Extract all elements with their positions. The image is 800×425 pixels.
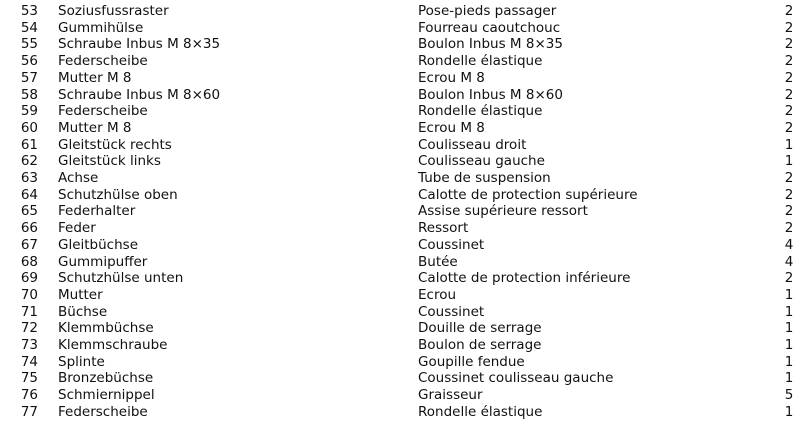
part-quantity: 2 [784, 19, 794, 36]
part-number: 56 [20, 53, 38, 70]
part-name-french: Coulisseau droit [418, 136, 527, 153]
part-name-french: Fourreau caoutchouc [418, 19, 561, 36]
part-quantity: 2 [784, 170, 794, 186]
part-quantity: 1 [784, 337, 794, 353]
table-row [0, 337, 800, 354]
table-row [0, 53, 800, 70]
part-number: 60 [20, 119, 38, 136]
part-name-german: Federscheibe [58, 103, 148, 120]
part-name-french: Boulon de serrage [418, 337, 542, 353]
part-name-german: Gleitstück links [58, 153, 161, 170]
part-quantity: 2 [784, 53, 794, 70]
part-quantity: 1 [784, 153, 794, 170]
part-number: 62 [20, 153, 38, 170]
part-number: 68 [20, 253, 38, 270]
table-row [0, 36, 800, 53]
part-name-french: Rondelle élastique [418, 403, 543, 420]
part-name-german: Bronzebüchse [58, 370, 154, 387]
part-name-french: Butée [418, 253, 458, 270]
table-row [0, 70, 800, 87]
part-name-german: Feder [58, 220, 96, 237]
table-row [0, 187, 800, 204]
part-name-french: Coussinet coulisseau gauche [418, 370, 614, 387]
part-name-french: Rondelle élastique [418, 53, 543, 70]
part-quantity: 1 [784, 136, 794, 153]
part-name-french: Ecrou M 8 [418, 69, 485, 86]
part-number: 67 [20, 236, 38, 253]
part-name-french: Rondelle élastique [418, 103, 543, 120]
part-name-german: Schutzhülse unten [58, 270, 184, 287]
part-name-german: Achse [58, 170, 99, 186]
part-name-german: Gleitstück rechts [58, 136, 172, 153]
table-row [0, 20, 800, 37]
part-number: 76 [20, 387, 38, 404]
part-number: 53 [20, 3, 38, 19]
part-quantity: 2 [784, 103, 794, 120]
part-quantity: 1 [784, 353, 794, 370]
part-number: 73 [20, 337, 38, 353]
part-quantity: 2 [784, 220, 794, 237]
table-row [0, 3, 800, 20]
part-name-french: Tube de suspension [418, 170, 551, 186]
table-row [0, 354, 800, 371]
part-number: 58 [20, 86, 38, 103]
table-row [0, 320, 800, 337]
part-number: 70 [20, 286, 38, 303]
part-name-french: Boulon Inbus M 8×60 [418, 86, 563, 103]
table-row [0, 370, 800, 387]
part-name-german: Schmiernippel [58, 387, 155, 404]
part-quantity: 1 [784, 320, 794, 337]
part-quantity: 2 [784, 203, 794, 220]
part-number: 57 [20, 69, 38, 86]
table-row [0, 270, 800, 287]
part-quantity: 4 [784, 236, 794, 253]
part-quantity: 2 [784, 36, 794, 53]
part-name-german: Büchse [58, 303, 108, 320]
part-name-french: Ressort [418, 220, 469, 237]
part-number: 74 [20, 353, 38, 370]
part-quantity: 2 [784, 3, 794, 19]
part-name-german: Federscheibe [58, 53, 148, 70]
table-row [0, 170, 800, 187]
part-number: 55 [20, 36, 38, 53]
part-name-german: Splinte [58, 353, 105, 370]
part-number: 63 [20, 170, 38, 186]
part-number: 64 [20, 186, 38, 203]
part-name-french: Ecrou [418, 286, 457, 303]
part-name-french: Pose-pieds passager [418, 3, 557, 19]
table-row [0, 120, 800, 137]
part-quantity: 4 [784, 253, 794, 270]
part-name-german: Schraube Inbus M 8×60 [58, 86, 221, 103]
part-quantity: 2 [784, 69, 794, 86]
part-name-french: Boulon Inbus M 8×35 [418, 36, 563, 53]
part-name-french: Coulisseau gauche [418, 153, 545, 170]
part-number: 54 [20, 19, 38, 36]
part-number: 75 [20, 370, 38, 387]
table-row [0, 404, 800, 421]
part-quantity: 2 [784, 270, 794, 287]
part-name-french: Goupille fendue [418, 353, 525, 370]
part-name-german: Mutter M 8 [58, 119, 132, 136]
table-row [0, 287, 800, 304]
table-row [0, 387, 800, 404]
part-name-german: Gummihülse [58, 19, 144, 36]
part-name-french: Coussinet [418, 303, 485, 320]
part-quantity: 1 [784, 286, 794, 303]
part-number: 71 [20, 303, 38, 320]
part-number: 69 [20, 270, 38, 287]
part-name-german: Klemmbüchse [58, 320, 154, 337]
part-quantity: 1 [784, 303, 794, 320]
part-quantity: 1 [784, 370, 794, 387]
table-row [0, 103, 800, 120]
part-name-german: Schraube Inbus M 8×35 [58, 36, 221, 53]
part-name-german: Schutzhülse oben [58, 186, 178, 203]
part-name-french: Ecrou M 8 [418, 119, 485, 136]
part-quantity: 2 [784, 186, 794, 203]
part-name-german: Soziusfussraster [58, 3, 169, 19]
part-number: 59 [20, 103, 38, 120]
part-name-french: Graisseur [418, 387, 483, 404]
part-name-german: Mutter [58, 286, 103, 303]
table-row [0, 153, 800, 170]
table-row [0, 254, 800, 271]
part-number: 77 [20, 403, 38, 420]
part-quantity: 2 [784, 86, 794, 103]
part-name-french: Douille de serrage [418, 320, 542, 337]
part-name-german: Gleitbüchse [58, 236, 139, 253]
part-name-french: Coussinet [418, 236, 485, 253]
part-name-german: Gummipuffer [58, 253, 148, 270]
part-number: 66 [20, 220, 38, 237]
part-name-german: Federscheibe [58, 403, 148, 420]
part-name-french: Calotte de protection inférieure [418, 270, 631, 287]
part-number: 72 [20, 320, 38, 337]
part-name-french: Assise supérieure ressort [418, 203, 588, 220]
table-row [0, 237, 800, 254]
part-quantity: 2 [784, 119, 794, 136]
part-name-german: Mutter M 8 [58, 69, 132, 86]
part-quantity: 1 [784, 403, 794, 420]
table-row [0, 137, 800, 154]
part-number: 65 [20, 203, 38, 220]
part-name-german: Federhalter [58, 203, 136, 220]
part-name-german: Klemmschraube [58, 337, 168, 353]
table-row [0, 203, 800, 220]
part-quantity: 5 [784, 387, 794, 404]
part-number: 61 [20, 136, 38, 153]
table-row [0, 304, 800, 321]
part-name-french: Calotte de protection supérieure [418, 186, 638, 203]
table-row [0, 87, 800, 104]
table-row [0, 220, 800, 237]
